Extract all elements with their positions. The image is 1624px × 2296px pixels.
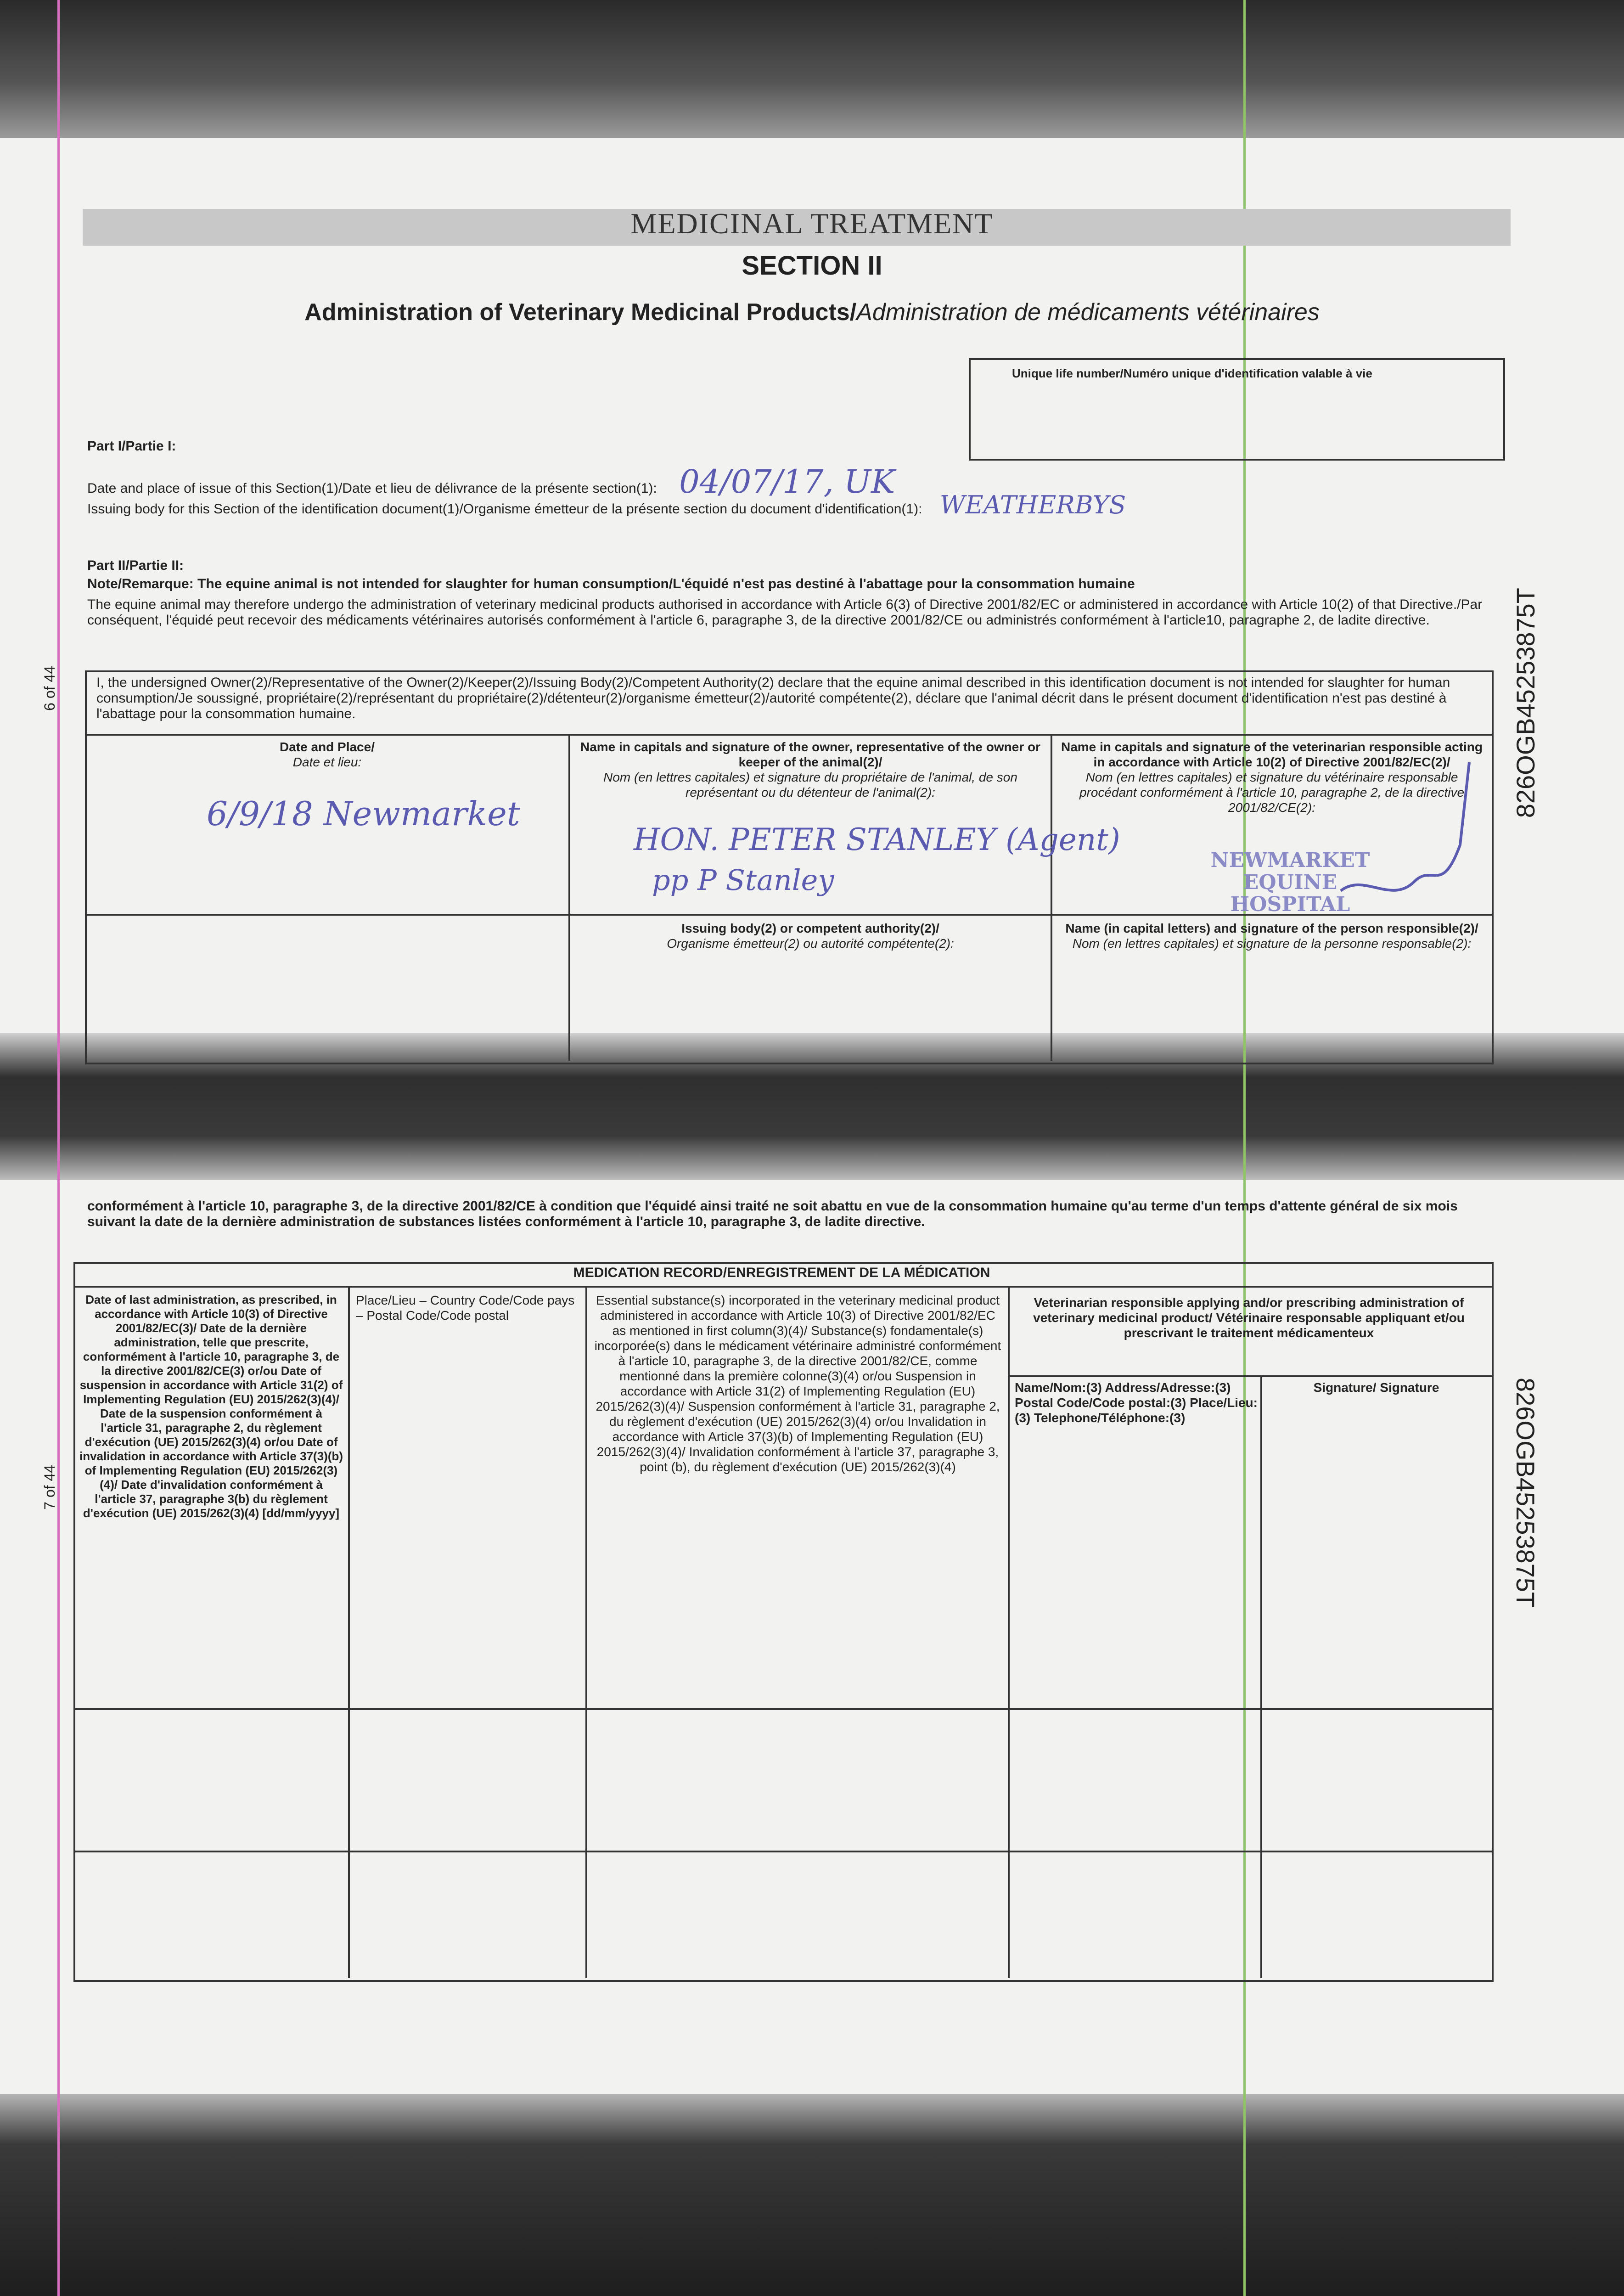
- doc-id-lower: 826OGB45253875T: [1511, 1378, 1540, 1608]
- issue-date-label: Date and place of issue of this Section(1)/Date et lieu de délivrance de la présente section(1): 04/07/17, UK: [87, 463, 895, 501]
- issuing-body-value[interactable]: WEATHERBYS: [939, 490, 1126, 519]
- responsible-person-header: Name (in capital letters) and signature of the person responsible(2)/ Nom (en lettres capitales) et signature de la personne responsable(2):: [1065, 921, 1478, 951]
- med-row-line: [73, 1286, 1492, 1288]
- page-title: MEDICINAL TREATMENT: [630, 207, 994, 240]
- owner-signature[interactable]: pp P Stanley: [652, 863, 834, 897]
- vet-stamp: NEWMARKET EQUINE HOSPITAL: [1210, 849, 1370, 916]
- part2-label: Part II/Partie II:: [87, 558, 184, 573]
- med-row-line: [73, 1708, 1492, 1710]
- part1-label: Part I/Partie I:: [87, 439, 176, 454]
- medication-record-header: MEDICATION RECORD/ENREGISTREMENT DE LA MÉDICATION: [573, 1265, 990, 1280]
- issuing-body-label: Issuing body for this Section of the identification document(1)/Organisme émetteur de la présente section du document d'identification(1): WEATHERBYS: [87, 490, 1126, 519]
- med-col-place: Place/Lieu – Country Code/Code pays – Postal Code/Code postal: [356, 1293, 575, 1322]
- decl-col-line: [1051, 734, 1052, 1061]
- date-place-header: Date and Place/ Date et lieu:: [280, 740, 375, 769]
- med-subhead-line: [1008, 1375, 1492, 1377]
- doc-id-upper: 826OGB45253875T: [1511, 588, 1540, 818]
- declaration-text: I, the undersigned Owner(2)/Representative of the Owner(2)/Keeper(2)/Issuing Body(2)/Competent Authority(2) declare that the equine animal described in this identification document is not intended for slaughter for human consumption/Je soussigné, propriétaire(2)/représentant du propriétaire(2)/détenteur(2)/organisme émetteur(2)/autorité compétente(2), déclare que l'animal décrit dans le présent document d'identification n'est pas destiné à l'abattage pour la consommation humaine.: [96, 675, 1450, 721]
- part3-text: conformément à l'article 10, paragraphe 3, de la directive 2001/82/CE à condition que l'équidé ainsi traité ne soit abattu en vue de la consommation humaine qu'au terme d'un temps d'attente général de six mois suivant la date de la dernière administration de substances listées conformément à l'article 10, paragraphe 3, de ladite directive.: [87, 1199, 1458, 1229]
- med-col-signature: Signature/ Signature: [1313, 1380, 1439, 1395]
- vet-signature-scribble: [1322, 753, 1478, 909]
- section-title: SECTION II: [742, 251, 882, 281]
- med-row-line: [73, 1851, 1492, 1852]
- med-col-line: [585, 1286, 587, 1978]
- part2-note: Note/Remarque: The equine animal is not intended for slaughter for human consumption/L'équidé n'est pas destiné à l'abattage pour la consommation humaine: [87, 576, 1135, 591]
- med-col-line: [1008, 1286, 1010, 1978]
- owner-header: Name in capitals and signature of the owner, representative of the owner or keeper of the animal(2)/ Nom (en lettres capitales) et signature du propriétaire de l'animal, de son représentant ou du détenteur de l'animal(2):: [580, 740, 1040, 799]
- decl-row-line: [85, 734, 1492, 736]
- date-place-value[interactable]: 6/9/18 Newmarket: [207, 794, 520, 833]
- med-col-line: [348, 1286, 350, 1978]
- med-col-vet-details: Name/Nom:(3) Address/Adresse:(3) Postal Code/Code postal:(3) Place/Lieu:(3) Telephone/Téléphone:(3): [1015, 1380, 1258, 1425]
- med-col-date: Date of last administration, as prescribed, in accordance with Article 10(3) of Directive 2001/82/EC(3)/ Date de la dernière administration, telle que prescrite, conformément à l'article 10, paragraphe 3, de la directive 2001/82/CE(3) or/ou Date of suspension in accordance with Article 31(2) of Implementing Regulation (EU) 2015/262(3)(4)/ Date de la suspension conformément à l'article 31, paragraphe 2, du règlement d'exécution (UE) 2015/262(3)(4) or/ou Date of invalidation in accordance with Article 37(3)(b) of Implementing Regulation (EU) 2015/262(3)(4)/ Date d'invalidation conformément à l'article 37, paragraphe 3(b) du règlement d'exécution (UE) 2015/262(3)(4) [dd/mm/yyyy]: [79, 1293, 343, 1520]
- scan-shadow-top: [0, 0, 1624, 138]
- issue-date-value[interactable]: 04/07/17, UK: [679, 463, 895, 501]
- owner-name-value[interactable]: HON. PETER STANLEY (Agent): [634, 822, 1120, 857]
- scan-shadow-bottom: [0, 2094, 1624, 2296]
- med-col-line: [1260, 1375, 1262, 1978]
- decl-col-line: [568, 734, 570, 1061]
- unique-life-number-box[interactable]: Unique life number/Numéro unique d'identification valable à vie: [969, 358, 1505, 461]
- page-number-7: 7 of 44: [41, 1465, 58, 1510]
- med-col-substances: Essential substance(s) incorporated in the veterinary medicinal product administered in accordance with Article 10(3) of Directive 2001/82/EC as mentioned in first column(3)(4)/ Substance(s) fondamentale(s) incorporée(s) dans le médicament vétérinaire administré conformément à l'article 10, paragraphe 3, de la directive 2001/82/CE, comme mentionné dans la première colonne(3)(4) or/ou Suspension in accordance with Article 31(2) of Implementing Regulation (EU) 2015/262(3)(4)/ Suspension conformément à l'article 31, paragraphe 2, du règlement d'exécution (UE) 2015/262(3)(4) or/ou Invalidation in accordance with Article 37(3)(b) of Implementing Regulation (EU) 2015/262(3)(4)/ Invalidation conformément à l'article 37, paragraphe 3, point (b), du règlement d'exécution (UE) 2015/262(3)(4): [594, 1293, 1001, 1474]
- page-number-6: 6 of 44: [41, 666, 58, 711]
- section-subtitle: Administration of Veterinary Medicinal Products/Administration de médicaments vétérinaires: [304, 299, 1320, 326]
- part2-body: The equine animal may therefore undergo the administration of veterinary medicinal products authorised in accordance with Article 6(3) of Directive 2001/82/EC or administered in accordance with Article 10(2) of that Directive./Par conséquent, l'équidé peut recevoir des médicaments vétérinaires autorisés conformément à l'article 6, paragraphe 3, de la directive 2001/82/CE ou administrés conformément à l'article10, paragraphe 2, de ladite directive.: [87, 597, 1483, 628]
- margin-line-pink: [57, 0, 60, 2296]
- vet-header: Name in capitals and signature of the veterinarian responsible acting in accordance with Article 10(2) of Directive 2001/82/EC(2)/ Nom (en lettres capitales) et signature du vétérinaire responsable procédant conformément à l'article 10, paragraphe 2, de la directive 2001/82/CE(2):: [1061, 740, 1483, 815]
- issuing-authority-header: Issuing body(2) or competent authority(2)/ Organisme émetteur(2) ou autorité compétente(2):: [667, 921, 954, 951]
- med-col-vet: Veterinarian responsible applying and/or prescribing administration of veterinary medicinal product/ Vétérinaire responsable appliquant et/ou prescrivant le traitement médicamenteux: [1033, 1295, 1465, 1340]
